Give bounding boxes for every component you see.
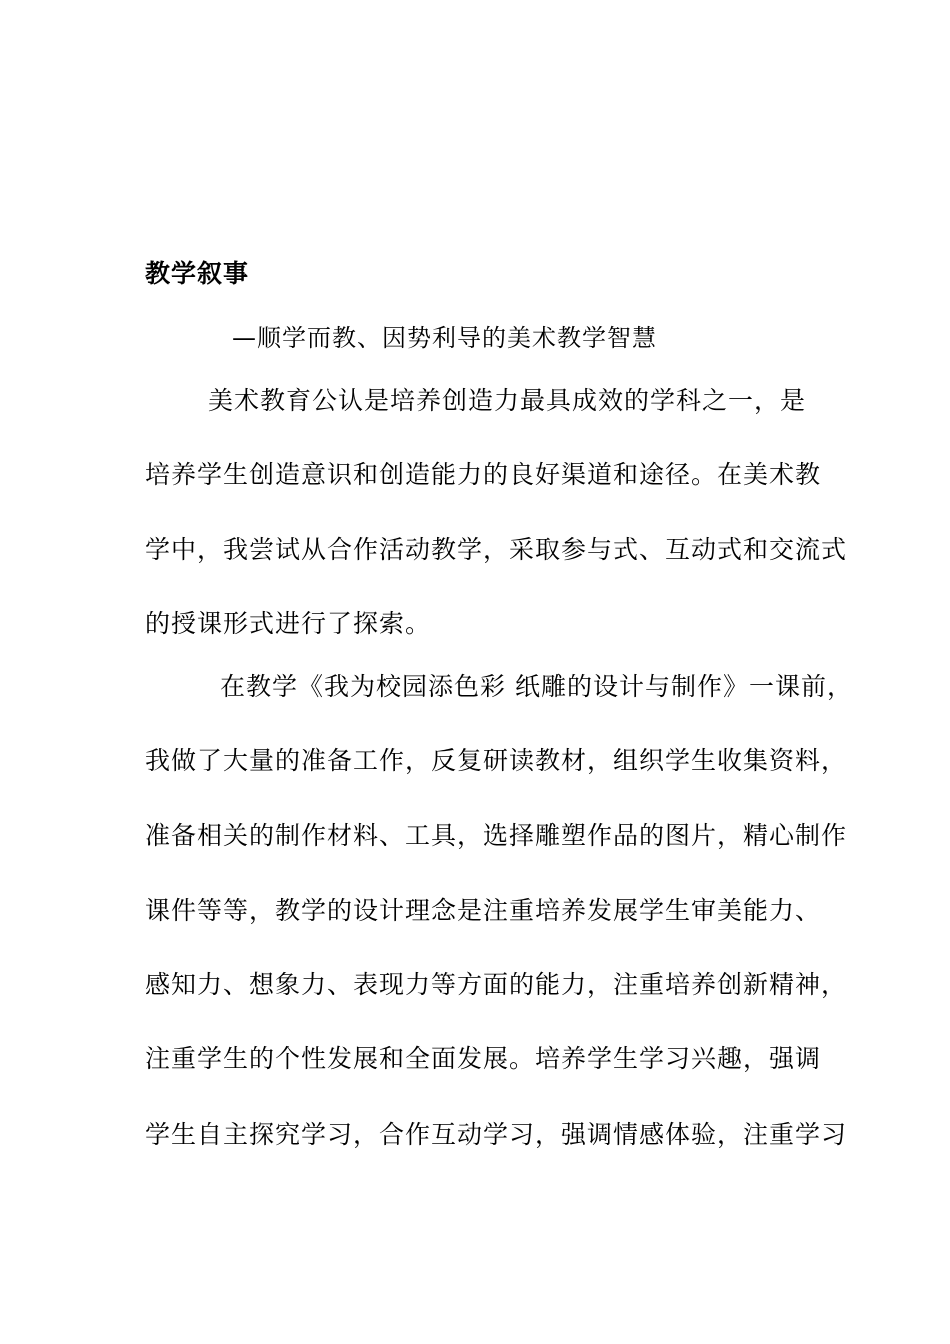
document-subtitle: —顺学而教、因势利导的美术教学智慧 [232,324,657,352]
paragraph-2-line-5: 感知力、想象力、表现力等方面的能力，注重培养创新精神， [145,970,848,999]
paragraph-2-line-6: 注重学生的个性发展和全面发展。培养学生学习兴趣，强调 [145,1044,822,1073]
paragraph-1-line-2: 培养学生创造意识和创造能力的良好渠道和途径。在美术教 [145,460,822,489]
paragraph-2-line-4: 课件等等，教学的设计理念是注重培养发展学生审美能力、 [145,896,822,925]
document-heading: 教学叙事 [145,259,250,288]
paragraph-2-line-7: 学生自主探究学习，合作互动学习，强调情感体验，注重学习 [145,1120,848,1149]
paragraph-1-line-4: 的授课形式进行了探索。 [145,609,432,638]
paragraph-1-line-3: 学中，我尝试从合作活动教学，采取参与式、互动式和交流式 [145,535,848,564]
paragraph-2-line-3: 准备相关的制作材料、工具，选择雕塑作品的图片，精心制作 [145,821,848,850]
paragraph-1-line-1: 美术教育公认是培养创造力最具成效的学科之一，是 [208,386,807,415]
paragraph-2-line-2: 我做了大量的准备工作，反复研读教材，组织学生收集资料， [145,746,848,775]
paragraph-2-line-1: 在教学《我为校园添色彩 纸雕的设计与制作》一课前， [220,672,853,701]
